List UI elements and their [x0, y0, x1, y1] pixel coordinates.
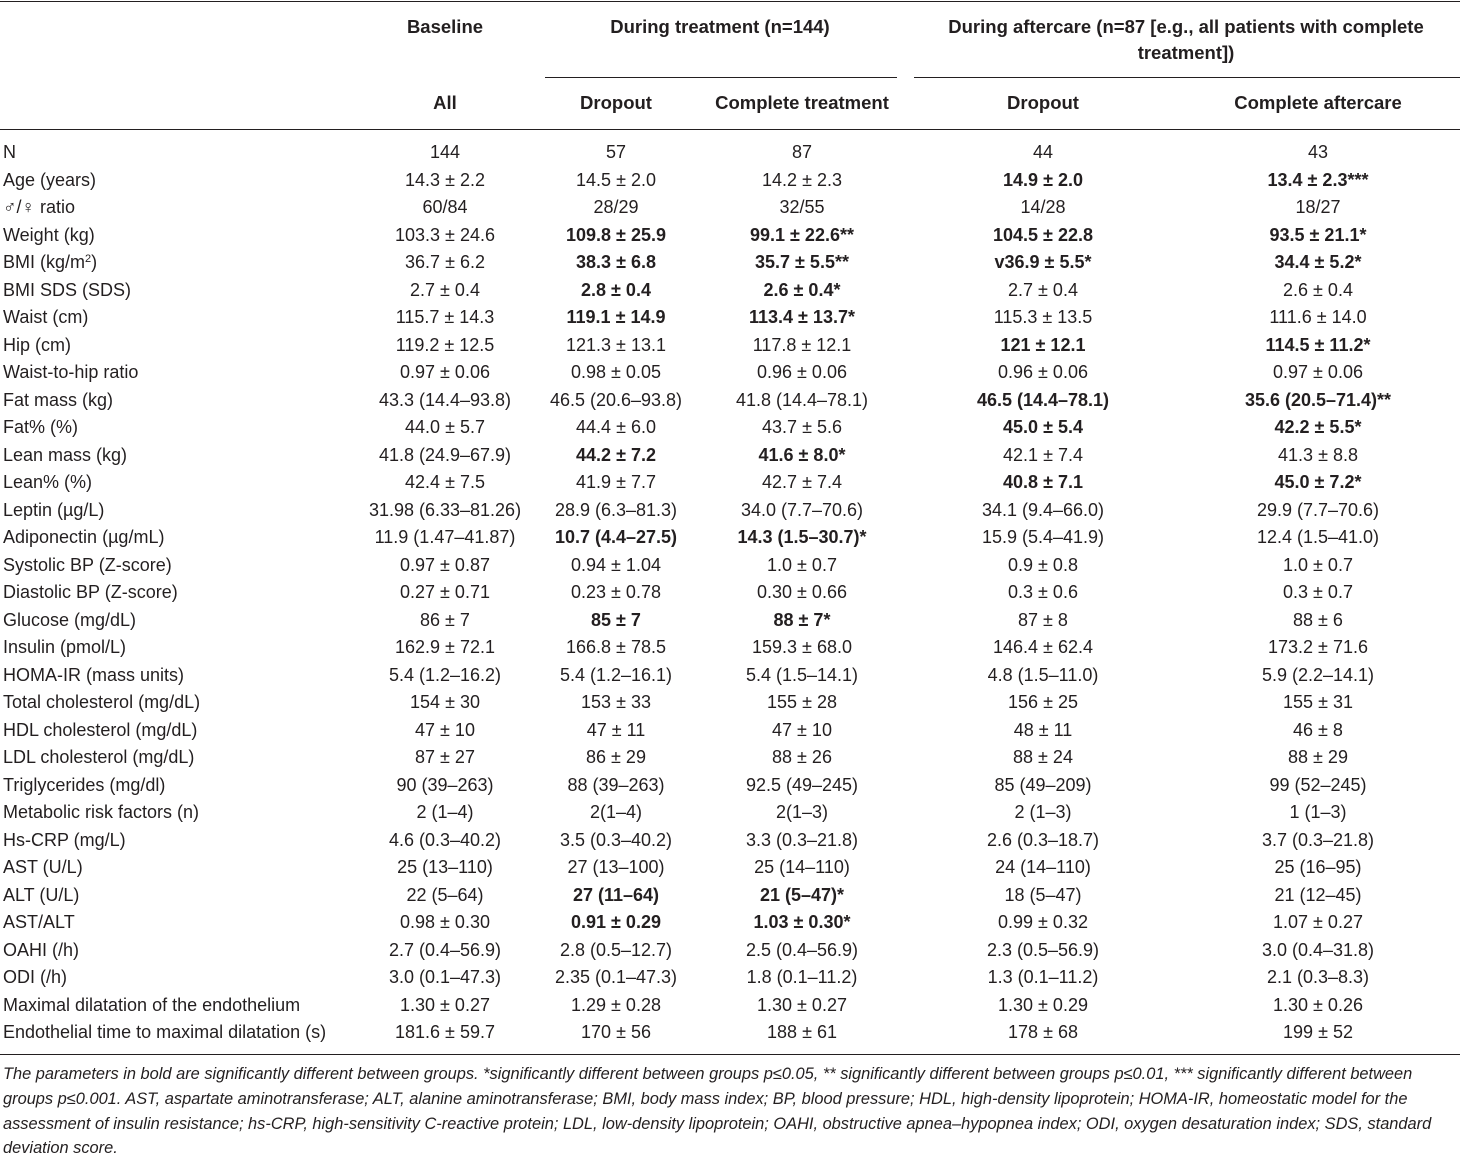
cell-treatment-dropout: 5.4 (1.2–16.1) — [559, 664, 673, 685]
cell-aftercare-dropout: 48 ± 11 — [1013, 719, 1073, 740]
cell-treatment-complete: 21 (5–47)* — [759, 884, 845, 905]
cell-aftercare-complete: 29.9 (7.7–70.6) — [1256, 499, 1380, 520]
table-row — [0, 414, 1460, 442]
row-label-text: ALT (U/L) — [3, 884, 80, 905]
row-label-text: AST (U/L) — [3, 857, 83, 877]
row-label — [3, 689, 200, 717]
cell-baseline-all: 154 ± 30 — [410, 692, 480, 712]
table-body — [0, 139, 1460, 1047]
cell-aftercare-dropout: 24 (14–110) — [995, 857, 1091, 877]
cell-aftercare-dropout: 15.9 (5.4–41.9) — [981, 527, 1105, 547]
row-label-text: Weight (kg) — [3, 224, 95, 245]
row-label — [3, 414, 78, 442]
cell-aftercare-complete: 114.5 ± 11.2* — [1265, 334, 1371, 355]
cell-treatment-dropout: 27 (11–64) — [572, 884, 660, 905]
cell-aftercare-complete: 45.0 ± 7.2* — [1274, 472, 1362, 492]
cell-treatment-complete: 47 ± 10 — [772, 719, 832, 740]
cell-treatment-complete: 88 ± 7* — [773, 609, 831, 630]
header-bottom-rule — [0, 129, 1460, 130]
row-label-text: AST/ALT — [3, 912, 75, 932]
table-row — [0, 194, 1460, 222]
row-label — [3, 937, 79, 965]
row-label — [3, 469, 92, 497]
cell-aftercare-complete: 21 (12–45) — [1274, 884, 1362, 905]
cell-baseline-all: 31.98 (6.33–81.26) — [368, 499, 522, 520]
cell-treatment-dropout: 28/29 — [593, 197, 639, 217]
cell-treatment-dropout: 109.8 ± 25.9 — [566, 224, 666, 245]
table-row — [0, 854, 1460, 882]
row-label-text: Systolic BP (Z-score) — [3, 554, 172, 575]
cell-aftercare-complete: 5.9 (2.2–14.1) — [1261, 664, 1375, 685]
cell-treatment-dropout: 0.23 ± 0.78 — [571, 582, 661, 602]
row-label-text: Waist-to-hip ratio — [3, 362, 139, 382]
cell-aftercare-dropout: 146.4 ± 62.4 — [993, 637, 1093, 657]
row-label — [3, 799, 199, 827]
cell-aftercare-dropout: 0.99 ± 0.32 — [998, 912, 1088, 932]
row-label — [3, 442, 127, 470]
cell-baseline-all: 2.7 (0.4–56.9) — [388, 939, 502, 960]
cell-treatment-dropout: 170 ± 56 — [581, 1022, 651, 1042]
row-label-text: BMI (kg/m — [3, 252, 86, 272]
cell-treatment-complete: 188 ± 61 — [767, 1022, 837, 1042]
row-label-text: Lean% (%) — [3, 472, 93, 492]
table-row — [0, 222, 1460, 250]
cell-baseline-all: 25 (13–110) — [397, 857, 493, 877]
cell-treatment-dropout: 3.5 (0.3–40.2) — [559, 829, 673, 850]
cell-aftercare-complete: 46 ± 8 — [1293, 719, 1343, 740]
row-label-text: BMI SDS (SDS) — [3, 279, 132, 300]
cell-baseline-all: 2.7 ± 0.4 — [410, 279, 480, 300]
cell-aftercare-dropout: 4.8 (1.5–11.0) — [987, 664, 1099, 685]
subheader-complete-aftercare: Complete aftercare — [1234, 92, 1402, 113]
table-footnote: The parameters in bold are significantly different between groups. *significantly different between groups p≤0.05, ** significantly different between groups p≤0.01, *** significantly different between groups p≤0.001. AST, aspartate aminotransferase; ALT, alanine aminotransferase; BMI, body mass index; BP, blood pressure; HDL, high-density lipoprotein; HOMA-IR, homeostatic model for the assessment of insulin resistance; hs-CRP, high-sensitivity C-reactive protein; LDL, low-density lipoprotein; OAHI, obstructive apnea–hypopnea index; ODI, oxygen desaturation index; SDS, standard deviation score. — [3, 1065, 1432, 1158]
row-label — [3, 249, 97, 277]
cell-treatment-dropout: 44.4 ± 6.0 — [576, 417, 656, 437]
row-label — [3, 524, 164, 552]
header-baseline: Baseline — [406, 16, 484, 37]
row-label-text: Fat% (%) — [3, 417, 79, 437]
row-label — [3, 194, 75, 222]
cell-treatment-complete: 2.6 ± 0.4* — [763, 279, 841, 300]
cell-baseline-all: 90 (39–263) — [396, 774, 494, 795]
header-during-treatment: During treatment (n=144) — [610, 16, 830, 37]
table-row — [0, 634, 1460, 662]
row-label-text: Glucose (mg/dL) — [3, 609, 137, 630]
subheader-dropout-treatment: Dropout — [580, 92, 652, 113]
cell-aftercare-dropout: 2.6 (0.3–18.7) — [986, 829, 1100, 850]
row-label — [3, 497, 104, 525]
cell-baseline-all: 4.6 (0.3–40.2) — [388, 829, 502, 850]
cell-baseline-all: 47 ± 10 — [415, 719, 475, 740]
table-row — [0, 552, 1460, 580]
cell-baseline-all: 162.9 ± 72.1 — [395, 637, 495, 657]
cell-baseline-all: 0.97 ± 0.87 — [400, 554, 490, 575]
row-label — [3, 222, 95, 250]
cell-aftercare-dropout: 34.1 (9.4–66.0) — [981, 499, 1105, 520]
cell-treatment-dropout: 121.3 ± 13.1 — [566, 334, 666, 355]
row-label — [3, 139, 16, 167]
cell-baseline-all: 87 ± 27 — [415, 747, 475, 767]
table-row — [0, 524, 1460, 552]
cell-aftercare-dropout: 121 ± 12.1 — [1000, 334, 1086, 355]
cell-aftercare-dropout: 0.3 ± 0.6 — [1008, 582, 1078, 602]
row-label-text: OAHI (/h) — [3, 939, 80, 960]
cell-aftercare-complete: 93.5 ± 21.1* — [1269, 224, 1367, 245]
cell-aftercare-complete: 173.2 ± 71.6 — [1268, 637, 1368, 657]
table-row — [0, 799, 1460, 827]
row-label-text: HOMA-IR (mass units) — [3, 664, 185, 685]
row-label — [3, 579, 178, 607]
cell-aftercare-complete: 199 ± 52 — [1283, 1022, 1353, 1042]
row-label — [3, 634, 126, 662]
row-label-text: Lean mass (kg) — [3, 444, 128, 465]
cell-treatment-complete: 2.5 (0.4–56.9) — [745, 939, 859, 960]
cell-treatment-dropout: 0.94 ± 1.04 — [571, 554, 661, 575]
row-label-text: Adiponectin (µg/mL) — [3, 527, 165, 547]
table-row — [0, 717, 1460, 745]
cell-baseline-all: 1.30 ± 0.27 — [400, 994, 490, 1015]
cell-aftercare-dropout: 2.3 (0.5–56.9) — [986, 939, 1100, 960]
cell-baseline-all: 181.6 ± 59.7 — [395, 1022, 495, 1042]
cell-aftercare-dropout: 88 ± 24 — [1013, 747, 1073, 767]
row-label — [3, 854, 83, 882]
cell-aftercare-complete: 88 ± 29 — [1288, 747, 1348, 767]
cell-baseline-all: 2 (1–4) — [416, 802, 474, 822]
table-row — [0, 249, 1460, 277]
cell-aftercare-complete: 25 (16–95) — [1274, 857, 1362, 877]
cell-treatment-dropout: 119.1 ± 14.9 — [566, 307, 666, 327]
cell-treatment-complete: 34.0 (7.7–70.6) — [740, 499, 864, 520]
table-row — [0, 469, 1460, 497]
table-row — [0, 909, 1460, 937]
cell-baseline-all: 0.97 ± 0.06 — [400, 362, 490, 382]
cell-baseline-all: 115.7 ± 14.3 — [395, 307, 495, 327]
cell-baseline-all: 3.0 (0.1–47.3) — [388, 967, 502, 987]
treatment-group-rule — [545, 77, 897, 78]
row-label — [3, 304, 88, 332]
row-label-superscript: 2 — [85, 253, 92, 265]
row-label-text: ODI (/h) — [3, 967, 68, 987]
cell-baseline-all: 86 ± 7 — [420, 609, 470, 630]
row-label — [3, 387, 113, 415]
cell-treatment-dropout: 46.5 (20.6–93.8) — [549, 389, 683, 410]
cell-aftercare-complete: 111.6 ± 14.0 — [1269, 307, 1367, 327]
cell-treatment-dropout: 38.3 ± 6.8 — [576, 252, 656, 272]
cell-baseline-all: 14.3 ± 2.2 — [405, 169, 485, 190]
cell-aftercare-dropout: 18 (5–47) — [1004, 884, 1082, 905]
cell-aftercare-dropout: 0.9 ± 0.8 — [1008, 554, 1078, 575]
cell-baseline-all: 11.9 (1.47–41.87) — [374, 527, 516, 547]
cell-treatment-dropout: 27 (13–100) — [567, 857, 665, 877]
cell-aftercare-complete: 34.4 ± 5.2* — [1274, 252, 1362, 272]
cell-treatment-dropout: 86 ± 29 — [586, 747, 646, 767]
cell-baseline-all: 0.98 ± 0.30 — [400, 912, 490, 932]
cell-treatment-dropout: 0.91 ± 0.29 — [571, 912, 661, 932]
cell-aftercare-dropout: v36.9 ± 5.5* — [994, 252, 1092, 272]
row-label — [3, 744, 194, 772]
cell-treatment-complete: 1.8 (0.1–11.2) — [746, 967, 858, 987]
row-label-text: Maximal dilatation of the endothelium — [3, 994, 301, 1015]
subheader-complete-treatment: Complete treatment — [715, 92, 889, 113]
row-label — [3, 167, 96, 195]
cell-baseline-all: 0.27 ± 0.71 — [400, 582, 490, 602]
row-label — [3, 909, 75, 937]
cell-baseline-all: 60/84 — [422, 197, 468, 217]
cell-treatment-dropout: 153 ± 33 — [581, 692, 651, 712]
cell-aftercare-dropout: 1.3 (0.1–11.2) — [987, 967, 1099, 987]
table-row — [0, 442, 1460, 470]
cell-treatment-dropout: 10.7 (4.4–27.5) — [554, 527, 678, 547]
cell-treatment-dropout: 2.35 (0.1–47.3) — [554, 967, 678, 987]
cell-treatment-dropout: 47 ± 11 — [586, 719, 646, 740]
cell-aftercare-complete: 0.3 ± 0.7 — [1283, 582, 1353, 602]
row-label — [3, 1019, 326, 1047]
cell-baseline-all: 5.4 (1.2–16.2) — [388, 664, 502, 685]
cell-aftercare-complete: 42.2 ± 5.5* — [1274, 417, 1362, 437]
cell-treatment-dropout: 28.9 (6.3–81.3) — [554, 499, 678, 520]
cell-treatment-complete: 25 (14–110) — [754, 857, 850, 877]
table-row — [0, 662, 1460, 690]
row-label-text: Leptin (µg/L) — [3, 499, 105, 520]
subheader-all: All — [433, 92, 457, 113]
cell-aftercare-complete: 2.6 ± 0.4 — [1283, 279, 1353, 300]
cell-aftercare-dropout: 44 — [1032, 142, 1054, 162]
cell-treatment-dropout: 166.8 ± 78.5 — [566, 637, 666, 657]
row-label-text: N — [3, 142, 16, 162]
cell-aftercare-complete: 0.97 ± 0.06 — [1273, 362, 1363, 382]
cell-aftercare-dropout: 178 ± 68 — [1008, 1022, 1078, 1042]
row-label-text: Fat mass (kg) — [3, 389, 114, 410]
row-label-text: ♂/♀ ratio — [3, 197, 76, 217]
cell-treatment-complete: 14.2 ± 2.3 — [762, 169, 842, 190]
row-label — [3, 882, 79, 910]
cell-treatment-complete: 117.8 ± 12.1 — [752, 334, 852, 355]
cell-aftercare-dropout: 14.9 ± 2.0 — [1003, 169, 1083, 190]
table-row — [0, 882, 1460, 910]
header-during-aftercare: During aftercare (n=87 [e.g., all patients with complete treatment]) — [948, 16, 1424, 63]
cell-aftercare-dropout: 14/28 — [1020, 197, 1066, 217]
cell-aftercare-complete: 3.7 (0.3–21.8) — [1261, 829, 1375, 850]
cell-treatment-complete: 41.6 ± 8.0* — [758, 444, 846, 465]
cell-aftercare-complete: 1.30 ± 0.26 — [1273, 994, 1363, 1015]
cell-treatment-dropout: 44.2 ± 7.2 — [576, 444, 656, 465]
row-label — [3, 662, 184, 690]
cell-baseline-all: 36.7 ± 6.2 — [405, 252, 485, 272]
table-row — [0, 139, 1460, 167]
cell-baseline-all: 22 (5–64) — [406, 884, 484, 905]
row-label-text: Waist (cm) — [3, 307, 89, 327]
cell-aftercare-complete: 35.6 (20.5–71.4)** — [1244, 389, 1392, 410]
cell-treatment-complete: 87 — [791, 142, 813, 162]
table-row — [0, 359, 1460, 387]
cell-aftercare-dropout: 87 ± 8 — [1018, 609, 1068, 630]
cell-treatment-complete: 113.4 ± 13.7* — [749, 307, 855, 327]
cell-baseline-all: 44.0 ± 5.7 — [405, 417, 485, 437]
cell-treatment-complete: 155 ± 28 — [767, 692, 837, 712]
cell-treatment-dropout: 41.9 ± 7.7 — [576, 472, 656, 492]
cell-treatment-dropout: 0.98 ± 0.05 — [571, 362, 661, 382]
table-row — [0, 744, 1460, 772]
cell-treatment-complete: 1.0 ± 0.7 — [767, 554, 837, 575]
row-label — [3, 332, 71, 360]
row-label-text: HDL cholesterol (mg/dL) — [3, 719, 198, 740]
cell-aftercare-dropout: 104.5 ± 22.8 — [993, 224, 1093, 245]
cell-aftercare-complete: 43 — [1307, 142, 1329, 162]
cell-baseline-all: 41.8 (24.9–67.9) — [378, 444, 512, 465]
table-row — [0, 277, 1460, 305]
cell-treatment-dropout: 57 — [605, 142, 627, 162]
table-row — [0, 937, 1460, 965]
cell-treatment-complete: 1.30 ± 0.27 — [757, 994, 847, 1015]
cell-treatment-complete: 5.4 (1.5–14.1) — [745, 664, 859, 685]
cell-aftercare-complete: 99 (52–245) — [1269, 774, 1367, 795]
cell-aftercare-dropout: 85 (49–209) — [994, 774, 1092, 795]
table-row — [0, 387, 1460, 415]
cell-aftercare-complete: 41.3 ± 8.8 — [1278, 444, 1358, 465]
cell-treatment-dropout: 1.29 ± 0.28 — [571, 994, 661, 1015]
row-label — [3, 827, 126, 855]
row-label — [3, 359, 138, 387]
cell-treatment-complete: 43.7 ± 5.6 — [762, 417, 842, 437]
cell-aftercare-dropout: 45.0 ± 5.4 — [1003, 417, 1083, 437]
table-row — [0, 1019, 1460, 1047]
cell-treatment-complete: 3.3 (0.3–21.8) — [745, 829, 859, 850]
cell-aftercare-dropout: 2 (1–3) — [1014, 802, 1072, 822]
row-label — [3, 964, 67, 992]
table-row — [0, 827, 1460, 855]
table-row — [0, 964, 1460, 992]
cell-treatment-dropout: 2.8 ± 0.4 — [581, 279, 651, 300]
row-label-text: Total cholesterol (mg/dL) — [3, 692, 201, 712]
cell-aftercare-complete: 88 ± 6 — [1293, 609, 1343, 630]
subheader-dropout-aftercare: Dropout — [1007, 92, 1079, 113]
cell-treatment-dropout: 2.8 (0.5–12.7) — [559, 939, 673, 960]
cell-baseline-all: 103.3 ± 24.6 — [395, 224, 495, 245]
cell-treatment-complete: 92.5 (49–245) — [745, 774, 859, 795]
row-label — [3, 772, 165, 800]
cell-treatment-complete: 99.1 ± 22.6** — [750, 224, 854, 245]
cell-baseline-all: 119.2 ± 12.5 — [395, 334, 495, 355]
cell-treatment-complete: 0.30 ± 0.66 — [757, 582, 847, 602]
row-label-text: Metabolic risk factors (n) — [3, 802, 200, 822]
table-bottom-rule — [0, 1054, 1460, 1055]
row-label-text: LDL cholesterol (mg/dL) — [3, 747, 195, 767]
cell-treatment-complete: 0.96 ± 0.06 — [757, 362, 847, 382]
aftercare-group-rule — [914, 77, 1460, 78]
cell-treatment-complete: 42.7 ± 7.4 — [762, 472, 842, 492]
table-row — [0, 689, 1460, 717]
cell-baseline-all: 43.3 (14.4–93.8) — [378, 389, 512, 410]
cell-treatment-complete: 14.3 (1.5–30.7)* — [737, 527, 867, 547]
table-row — [0, 607, 1460, 635]
cell-baseline-all: 42.4 ± 7.5 — [405, 472, 485, 492]
cell-aftercare-dropout: 42.1 ± 7.4 — [1003, 444, 1083, 465]
row-label — [3, 277, 131, 305]
table-row — [0, 304, 1460, 332]
cell-treatment-complete: 32/55 — [779, 197, 825, 217]
cell-aftercare-complete: 155 ± 31 — [1283, 692, 1353, 712]
row-label-text: Triglycerides (mg/dl) — [3, 774, 166, 795]
cell-aftercare-complete: 12.4 (1.5–41.0) — [1256, 527, 1380, 547]
cell-aftercare-dropout: 1.30 ± 0.29 — [998, 994, 1088, 1015]
cell-aftercare-complete: 2.1 (0.3–8.3) — [1266, 967, 1370, 987]
row-label — [3, 717, 197, 745]
cell-treatment-complete: 159.3 ± 68.0 — [752, 637, 852, 657]
table-top-rule — [0, 1, 1460, 2]
cell-aftercare-dropout: 2.7 ± 0.4 — [1008, 279, 1078, 300]
cell-treatment-dropout: 2(1–4) — [589, 802, 643, 822]
row-label — [3, 992, 300, 1020]
table-row — [0, 579, 1460, 607]
cell-aftercare-dropout: 40.8 ± 7.1 — [1003, 472, 1083, 492]
cell-aftercare-complete: 1.07 ± 0.27 — [1273, 912, 1363, 932]
cell-treatment-complete: 88 ± 26 — [772, 747, 832, 767]
cell-baseline-all: 144 — [429, 142, 461, 162]
row-label — [3, 552, 172, 580]
cell-treatment-complete: 1.03 ± 0.30* — [753, 912, 851, 932]
cell-aftercare-dropout: 0.96 ± 0.06 — [998, 362, 1088, 382]
cell-aftercare-complete: 3.0 (0.4–31.8) — [1261, 939, 1375, 960]
row-label-text: Age (years) — [3, 169, 97, 190]
table-row — [0, 772, 1460, 800]
cell-aftercare-complete: 13.4 ± 2.3*** — [1267, 169, 1369, 190]
row-label-text: Hs-CRP (mg/L) — [3, 829, 126, 850]
row-label-text: Diastolic BP (Z-score) — [3, 582, 178, 602]
cell-aftercare-complete: 1 (1–3) — [1289, 802, 1347, 822]
cell-treatment-complete: 35.7 ± 5.5** — [755, 252, 849, 272]
cell-treatment-dropout: 85 ± 7 — [591, 609, 641, 630]
row-label-suffix: ) — [91, 252, 98, 272]
row-label-text: Insulin (pmol/L) — [3, 637, 127, 657]
row-label-text: Endothelial time to maximal dilatation (s) — [3, 1022, 327, 1042]
cell-aftercare-complete: 18/27 — [1295, 197, 1341, 217]
row-label — [3, 607, 136, 635]
row-label-text: Hip (cm) — [3, 334, 71, 355]
cell-aftercare-dropout: 46.5 (14.4–78.1) — [976, 389, 1110, 410]
cell-treatment-dropout: 14.5 ± 2.0 — [576, 169, 656, 190]
table-row — [0, 167, 1460, 195]
cell-aftercare-dropout: 115.3 ± 13.5 — [993, 307, 1093, 327]
cell-treatment-complete: 2(1–3) — [775, 802, 829, 822]
cell-aftercare-complete: 1.0 ± 0.7 — [1283, 554, 1353, 575]
table-row — [0, 332, 1460, 360]
table-row — [0, 992, 1460, 1020]
cell-treatment-dropout: 88 (39–263) — [567, 774, 665, 795]
table-row — [0, 497, 1460, 525]
cell-aftercare-dropout: 156 ± 25 — [1008, 692, 1078, 712]
cell-treatment-complete: 41.8 (14.4–78.1) — [735, 389, 869, 410]
